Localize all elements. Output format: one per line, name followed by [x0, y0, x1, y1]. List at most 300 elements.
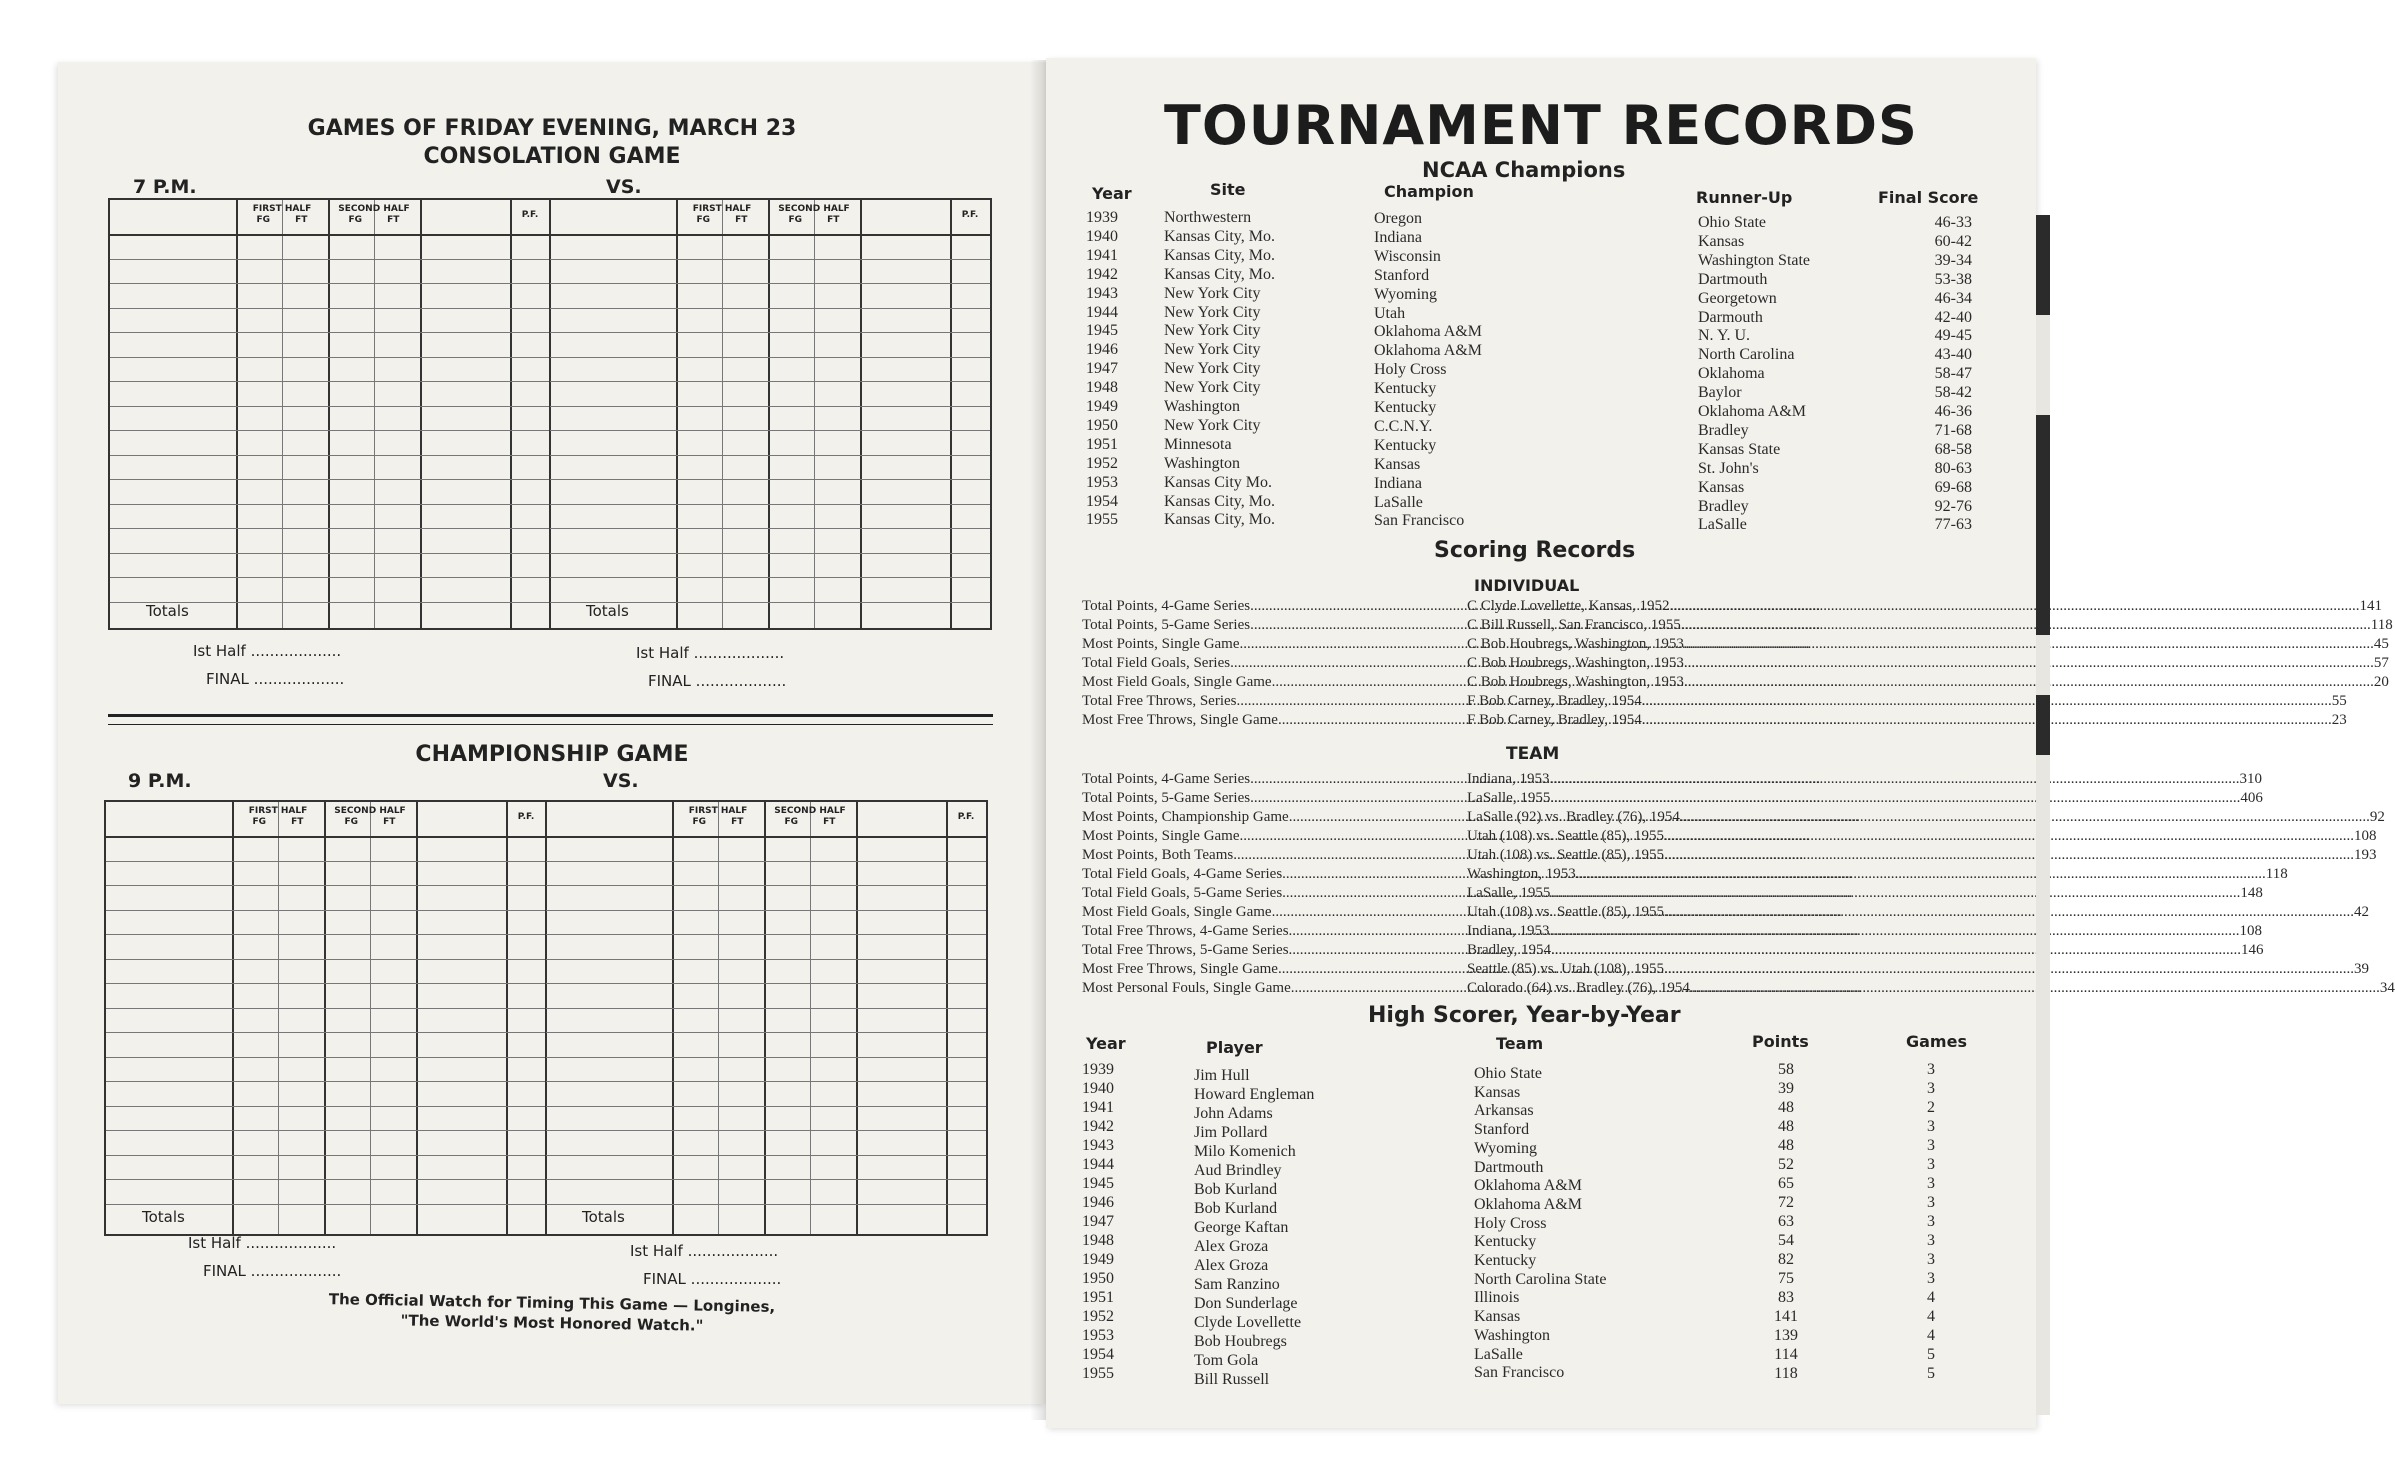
- hs-player: Sam Ranzino: [1194, 1276, 1280, 1293]
- hs-year: 1952: [1082, 1308, 1114, 1325]
- hs-header-points: Points: [1752, 1032, 1809, 1051]
- hs-points: 48: [1778, 1137, 1794, 1154]
- fg-label: FG: [692, 817, 707, 827]
- hs-player: Bob Kurland: [1194, 1200, 1278, 1217]
- ncaa-runner-up: Kansas State: [1698, 440, 1781, 458]
- hs-games: 2: [1927, 1099, 1935, 1116]
- record-label: Most Points, Single Game: [1082, 828, 1240, 844]
- record-detail: [1467, 674, 2389, 693]
- ncaa-year: 1945: [1086, 322, 1118, 340]
- ncaa-champion: Indiana: [1374, 474, 1422, 492]
- dot-leader: [1642, 712, 2332, 731]
- hs-player: Bob Kurland: [1194, 1181, 1278, 1198]
- record-value: 108: [2239, 923, 2262, 939]
- first-half-header: [232, 806, 324, 828]
- scoring-records-title: Scoring Records: [1434, 538, 1636, 563]
- dot-leader: [1642, 693, 2332, 712]
- record-row: [1082, 923, 2262, 942]
- hs-year: 1940: [1082, 1080, 1114, 1097]
- record-row: [1082, 655, 2389, 674]
- ncaa-champion: Oklahoma A&M: [1374, 342, 1482, 360]
- column-line: [814, 200, 815, 628]
- ncaa-runner-up: Kansas: [1698, 478, 1745, 496]
- ncaa-year: 1955: [1086, 511, 1118, 529]
- record-row: [1082, 712, 2347, 731]
- hs-year: 1945: [1082, 1175, 1114, 1192]
- record-holder: Utah (108) vs. Seattle (85), 1955: [1467, 828, 1665, 844]
- hs-games: 3: [1927, 1213, 1935, 1230]
- column-line: [768, 200, 770, 628]
- section-divider-thin: [108, 724, 993, 725]
- hs-year: 1955: [1082, 1365, 1114, 1382]
- row-line: [546, 1057, 986, 1058]
- ft-label: FT: [731, 817, 744, 827]
- hs-games: 3: [1927, 1156, 1935, 1173]
- championship-team2-half-line: Ist Half ...................: [630, 1242, 779, 1260]
- record-label: Most Field Goals, Single Game: [1082, 674, 1272, 690]
- high-scorer-title: High Scorer, Year-by-Year: [1368, 1003, 1681, 1028]
- row-line: [546, 1008, 986, 1009]
- record-value: 193: [2354, 847, 2377, 863]
- championship-game-title: CHAMPIONSHIP GAME: [415, 742, 689, 767]
- championship-vs: VS.: [603, 770, 639, 792]
- row-line: [110, 381, 550, 382]
- record-holder: LaSalle, 1955: [1467, 885, 1551, 901]
- ncaa-final-score: 43-40: [1934, 346, 1972, 364]
- record-value: 45: [2373, 636, 2389, 652]
- ncaa-year: 1948: [1086, 379, 1118, 397]
- championship-team1-final-line: FINAL ...................: [203, 1262, 342, 1280]
- first-half-header: [676, 204, 768, 226]
- ncaa-site: New York City: [1164, 284, 1261, 302]
- row-line: [550, 577, 990, 578]
- hs-year: 1948: [1082, 1232, 1114, 1249]
- row-line: [550, 455, 990, 456]
- hs-games: 5: [1927, 1365, 1935, 1382]
- ncaa-site: Kansas City, Mo.: [1164, 265, 1275, 283]
- record-value: 310: [2239, 771, 2262, 787]
- hs-points: 72: [1778, 1194, 1794, 1211]
- row-line: [550, 283, 990, 284]
- record-detail: [1467, 790, 2263, 809]
- consolation-team2-half-line: Ist Half ...................: [636, 644, 785, 662]
- championship-team-1: [106, 802, 546, 1234]
- dot-leader: [1549, 923, 2239, 942]
- hs-games: 4: [1927, 1289, 1935, 1306]
- ncaa-final-score: 71-68: [1934, 421, 1972, 439]
- ncaa-site: New York City: [1164, 322, 1261, 340]
- championship-team2-final-line: FINAL ...................: [643, 1270, 782, 1288]
- ncaa-site: New York City: [1164, 341, 1261, 359]
- row-line: [110, 283, 550, 284]
- second-half-label: SECOND HALF: [338, 204, 410, 214]
- ncaa-champion: C.C.N.Y.: [1374, 417, 1433, 435]
- row-line: [110, 259, 550, 260]
- record-category: [1082, 828, 1467, 847]
- record-row: [1082, 598, 2382, 617]
- record-value: 39: [2354, 961, 2370, 977]
- row-line: [546, 1081, 986, 1082]
- championship-scoresheet: [104, 800, 988, 1236]
- ncaa-runner-up: St. John's: [1698, 459, 1759, 477]
- hs-team: Dartmouth: [1474, 1158, 1544, 1176]
- record-label: Most Free Throws, Single Game: [1082, 712, 1278, 728]
- record-holder: F Bob Carney, Bradley, 1954: [1467, 693, 1642, 709]
- ncaa-final-score: 46-34: [1934, 289, 1972, 307]
- record-label: Total Free Throws, Series: [1082, 693, 1237, 709]
- fg-label: FG: [696, 215, 711, 225]
- record-holder: C Clyde Lovellette, Kansas, 1952: [1467, 598, 1670, 614]
- record-category: [1082, 655, 1467, 674]
- ncaa-header-runner-up: Runner-Up: [1696, 188, 1793, 207]
- individual-title: INDIVIDUAL: [1474, 576, 1580, 595]
- hs-points: 118: [1774, 1365, 1798, 1382]
- column-line: [946, 802, 948, 1234]
- consolation-team1-final-line: FINAL ...................: [206, 670, 345, 688]
- championship-team-2: [546, 802, 986, 1234]
- pf-header: P.F.: [961, 210, 979, 220]
- record-category: [1082, 904, 1467, 923]
- row-line: [550, 406, 990, 407]
- ncaa-year: 1953: [1086, 473, 1118, 491]
- record-detail: [1467, 885, 2263, 904]
- ft-label: FT: [823, 817, 836, 827]
- first-half-header: [672, 806, 764, 828]
- record-detail: [1467, 712, 2347, 731]
- ncaa-champion: Kentucky: [1374, 436, 1437, 454]
- hs-games: 3: [1927, 1270, 1935, 1287]
- left-page: [58, 62, 1046, 1404]
- row-line: [110, 430, 550, 431]
- hs-points: 65: [1778, 1175, 1794, 1192]
- hs-player: Jim Hull: [1194, 1067, 1250, 1084]
- dot-leader: [1549, 771, 2239, 790]
- column-line: [722, 200, 723, 628]
- ncaa-year: 1944: [1086, 303, 1118, 321]
- column-line: [950, 200, 952, 628]
- hs-points: 139: [1774, 1327, 1798, 1344]
- ncaa-header-final-score: Final Score: [1878, 188, 1979, 207]
- team-separator: [549, 200, 551, 628]
- record-category: [1082, 771, 1467, 790]
- hs-header-games: Games: [1906, 1032, 1967, 1051]
- ncaa-site: Minnesota: [1164, 435, 1232, 453]
- column-line: [324, 802, 326, 1234]
- dot-leader: [1664, 847, 2354, 866]
- hs-player: George Kaftan: [1194, 1219, 1289, 1236]
- record-category: [1082, 712, 1467, 731]
- hs-player: Don Sunderlage: [1194, 1295, 1298, 1312]
- hs-games: 3: [1927, 1061, 1935, 1078]
- ncaa-final-score: 53-38: [1934, 270, 1972, 288]
- hs-year: 1953: [1082, 1327, 1114, 1344]
- hs-team: Kansas: [1474, 1083, 1521, 1101]
- consolation-time: 7 P.M.: [133, 176, 197, 198]
- ncaa-champion: Wisconsin: [1374, 247, 1441, 265]
- dot-leader: [1684, 674, 2374, 693]
- row-line: [546, 1179, 986, 1180]
- column-line: [810, 802, 811, 1234]
- row-line: [546, 934, 986, 935]
- fg-label: FG: [348, 215, 363, 225]
- ncaa-site: Kansas City, Mo.: [1164, 227, 1275, 245]
- row-line: [106, 934, 546, 935]
- ncaa-year: 1950: [1086, 416, 1118, 434]
- consolation-team2-final-line: FINAL ...................: [648, 672, 787, 690]
- row-line: [106, 1057, 546, 1058]
- record-holder: C Bill Russell, San Francisco, 1955: [1467, 617, 1681, 633]
- hs-player: Clyde Lovellette: [1194, 1314, 1302, 1331]
- row-line: [106, 1008, 546, 1009]
- record-label: Most Points, Both Teams: [1082, 847, 1234, 863]
- ncaa-champion: Kentucky: [1374, 399, 1437, 416]
- hs-points: 54: [1778, 1232, 1794, 1249]
- games-heading: GAMES OF FRIDAY EVENING, MARCH 23: [307, 116, 797, 141]
- row-line: [110, 455, 550, 456]
- ft-label: FT: [295, 215, 308, 225]
- footer-longines-line1: The Official Watch for Timing This Game — Longines,: [328, 1290, 776, 1316]
- ncaa-champion: Kentucky: [1374, 380, 1437, 398]
- row-line: [106, 1106, 546, 1107]
- row-line: [106, 1032, 546, 1033]
- ncaa-site: Washington: [1164, 454, 1241, 472]
- row-line: [546, 861, 986, 862]
- record-category: [1082, 942, 1467, 961]
- hs-player: Aud Brindley: [1194, 1162, 1282, 1179]
- column-line: [860, 200, 862, 628]
- ncaa-runner-up: Baylor: [1698, 384, 1742, 402]
- record-detail: [1467, 961, 2370, 980]
- hs-games: 5: [1927, 1346, 1935, 1363]
- ncaa-final-score: 60-42: [1934, 232, 1972, 250]
- ncaa-final-score: 46-33: [1934, 214, 1972, 231]
- record-category: [1082, 598, 1467, 617]
- column-line: [374, 200, 375, 628]
- hs-header-year: Year: [1086, 1034, 1126, 1053]
- record-detail: [1467, 636, 2389, 655]
- ncaa-final-score: 58-47: [1934, 365, 1972, 383]
- second-half-label: SECOND HALF: [778, 204, 850, 214]
- record-value: 406: [2240, 790, 2263, 806]
- ncaa-final-score: 92-76: [1934, 497, 1972, 515]
- ncaa-final-score: 69-68: [1934, 478, 1972, 496]
- pf-header: P.F.: [957, 812, 975, 822]
- ncaa-runner-up: Bradley: [1698, 497, 1749, 515]
- record-detail: [1467, 847, 2377, 866]
- column-line: [510, 200, 512, 628]
- ncaa-champion: Indiana: [1374, 228, 1422, 246]
- record-category: [1082, 809, 1467, 828]
- ft-label: FT: [387, 215, 400, 225]
- hs-player: Howard Engleman: [1194, 1086, 1315, 1103]
- hs-points: 141: [1774, 1308, 1798, 1325]
- record-category: [1082, 617, 1467, 636]
- hs-points: 48: [1778, 1118, 1794, 1135]
- hs-team: Kentucky: [1474, 1252, 1537, 1269]
- record-category: [1082, 674, 1467, 693]
- second-half-header: [768, 204, 860, 226]
- hs-points: 39: [1778, 1080, 1794, 1097]
- record-holder: C Bob Houbregs, Washington, 1953: [1467, 636, 1684, 652]
- row-line: [546, 1032, 986, 1033]
- first-half-header: [236, 204, 328, 226]
- hs-year: 1943: [1082, 1137, 1114, 1154]
- hs-year: 1941: [1082, 1099, 1114, 1116]
- hs-points: 58: [1778, 1061, 1794, 1078]
- record-holder: Indiana, 1953: [1467, 923, 1550, 939]
- column-line: [416, 802, 418, 1234]
- ncaa-final-score: 58-42: [1934, 384, 1972, 402]
- ncaa-runner-up: Kansas: [1698, 232, 1745, 250]
- record-value: 34: [2379, 980, 2395, 996]
- row-line: [546, 1106, 986, 1107]
- ncaa-year: 1949: [1086, 398, 1118, 415]
- ncaa-year: 1941: [1086, 246, 1118, 264]
- ft-label: FT: [291, 817, 304, 827]
- hs-year: 1954: [1082, 1346, 1114, 1363]
- record-value: 57: [2373, 655, 2389, 671]
- ncaa-champion: Stanford: [1374, 266, 1430, 284]
- ncaa-header-site: Site: [1210, 180, 1246, 199]
- record-category: [1082, 636, 1467, 655]
- ncaa-runner-up: Washington State: [1698, 251, 1811, 269]
- record-category: [1082, 693, 1467, 712]
- ncaa-final-score: 68-58: [1934, 440, 1972, 458]
- record-row: [1082, 866, 2288, 885]
- row-line: [546, 910, 986, 911]
- record-holder: Bradley, 1954: [1467, 942, 1552, 958]
- championship-team1-half-line: Ist Half ...................: [188, 1234, 337, 1252]
- dot-leader: [1680, 809, 2370, 828]
- hs-team: Kentucky: [1474, 1233, 1537, 1251]
- hs-games: 4: [1927, 1308, 1935, 1325]
- ncaa-site: Northwestern: [1164, 209, 1252, 226]
- ncaa-year: 1947: [1086, 360, 1118, 378]
- dot-leader: [1576, 866, 2266, 885]
- record-value: 20: [2373, 674, 2389, 690]
- ncaa-header-champion: Champion: [1384, 182, 1474, 201]
- record-detail: [1467, 980, 2395, 999]
- hs-games: 3: [1927, 1175, 1935, 1192]
- ncaa-champion: Wyoming: [1374, 285, 1438, 303]
- hs-games: 3: [1927, 1118, 1935, 1135]
- ncaa-champion: Oklahoma A&M: [1374, 323, 1482, 341]
- record-category: [1082, 923, 1467, 942]
- ncaa-runner-up: North Carolina: [1698, 346, 1795, 364]
- record-detail: [1467, 866, 2288, 885]
- record-label: Most Personal Fouls, Single Game: [1082, 980, 1291, 996]
- ncaa-site: Kansas City Mo.: [1164, 473, 1272, 491]
- record-holder: LaSalle, 1955: [1467, 790, 1551, 806]
- dot-leader: [1550, 885, 2240, 904]
- row-line: [110, 577, 550, 578]
- hs-games: 4: [1927, 1327, 1935, 1344]
- column-line: [282, 200, 283, 628]
- ft-label: FT: [383, 817, 396, 827]
- row-line: [550, 381, 990, 382]
- hs-points: 63: [1778, 1213, 1794, 1230]
- row-line: [106, 959, 546, 960]
- hs-team: Kansas: [1474, 1308, 1521, 1326]
- hs-team: Oklahoma A&M: [1474, 1177, 1582, 1195]
- record-label: Total Points, 5-Game Series: [1082, 617, 1251, 633]
- record-holder: Colorado (64) vs. Bradley (76), 1954: [1467, 980, 1690, 996]
- record-value: 146: [2241, 942, 2264, 958]
- ncaa-runner-up: Darmouth: [1698, 308, 1763, 326]
- row-line: [106, 1179, 546, 1180]
- record-label: Total Free Throws, 5-Game Series: [1082, 942, 1289, 958]
- hs-team: Oklahoma A&M: [1474, 1195, 1582, 1213]
- column-line: [506, 802, 508, 1234]
- record-category: [1082, 866, 1467, 885]
- ncaa-champions-title: NCAA Champions: [1422, 158, 1626, 182]
- ncaa-site: New York City: [1164, 303, 1261, 321]
- dot-leader: [1681, 617, 2371, 636]
- next-page-edge: [2036, 215, 2050, 1415]
- hs-year: 1942: [1082, 1118, 1114, 1135]
- column-line: [718, 802, 719, 1234]
- hs-games: 3: [1927, 1251, 1935, 1268]
- ncaa-runner-up: Georgetown: [1698, 289, 1777, 307]
- record-row: [1082, 904, 2370, 923]
- record-row: [1082, 617, 2393, 636]
- ncaa-site: Washington: [1164, 398, 1241, 415]
- record-row: [1082, 942, 2264, 961]
- record-row: [1082, 693, 2347, 712]
- row-line: [550, 553, 990, 554]
- record-value: 55: [2331, 693, 2347, 709]
- ncaa-runner-up: Oklahoma: [1698, 365, 1765, 383]
- hs-player: Alex Groza: [1194, 1238, 1269, 1255]
- column-line: [232, 802, 234, 1234]
- ncaa-site: New York City: [1164, 416, 1261, 434]
- record-detail: [1467, 598, 2382, 617]
- dot-leader: [1664, 828, 2354, 847]
- record-holder: LaSalle (92) vs. Bradley (76), 1954: [1467, 809, 1680, 825]
- ncaa-runner-up: N. Y. U.: [1698, 327, 1751, 345]
- ncaa-runner-up: Ohio State: [1698, 214, 1766, 231]
- record-row: [1082, 961, 2370, 980]
- ncaa-year: 1951: [1086, 435, 1118, 453]
- hs-team: Washington: [1474, 1326, 1551, 1344]
- record-holder: Utah (108) vs. Seattle (85), 1955: [1467, 847, 1665, 863]
- totals-label: Totals: [582, 1208, 625, 1226]
- row-line: [110, 553, 550, 554]
- record-detail: [1467, 828, 2377, 847]
- hs-player: Tom Gola: [1194, 1352, 1259, 1369]
- hs-points: 83: [1778, 1289, 1794, 1306]
- second-half-label: SECOND HALF: [774, 806, 846, 816]
- fg-label: FG: [344, 817, 359, 827]
- column-line: [420, 200, 422, 628]
- totals-label: Totals: [146, 602, 189, 620]
- hs-points: 82: [1778, 1251, 1794, 1268]
- record-category: [1082, 961, 1467, 980]
- row-line: [550, 357, 990, 358]
- hs-team: Stanford: [1474, 1121, 1530, 1139]
- second-half-header: [764, 806, 856, 828]
- column-line: [856, 802, 858, 1234]
- record-row: [1082, 809, 2385, 828]
- record-holder: Washington, 1953: [1467, 866, 1576, 882]
- record-row: [1082, 636, 2389, 655]
- consolation-team-1: [110, 200, 550, 628]
- hs-team: Ohio State: [1474, 1065, 1542, 1082]
- row-line: [110, 308, 550, 309]
- hs-team: LaSalle: [1474, 1345, 1523, 1363]
- hs-year: 1946: [1082, 1194, 1114, 1211]
- row-line: [546, 959, 986, 960]
